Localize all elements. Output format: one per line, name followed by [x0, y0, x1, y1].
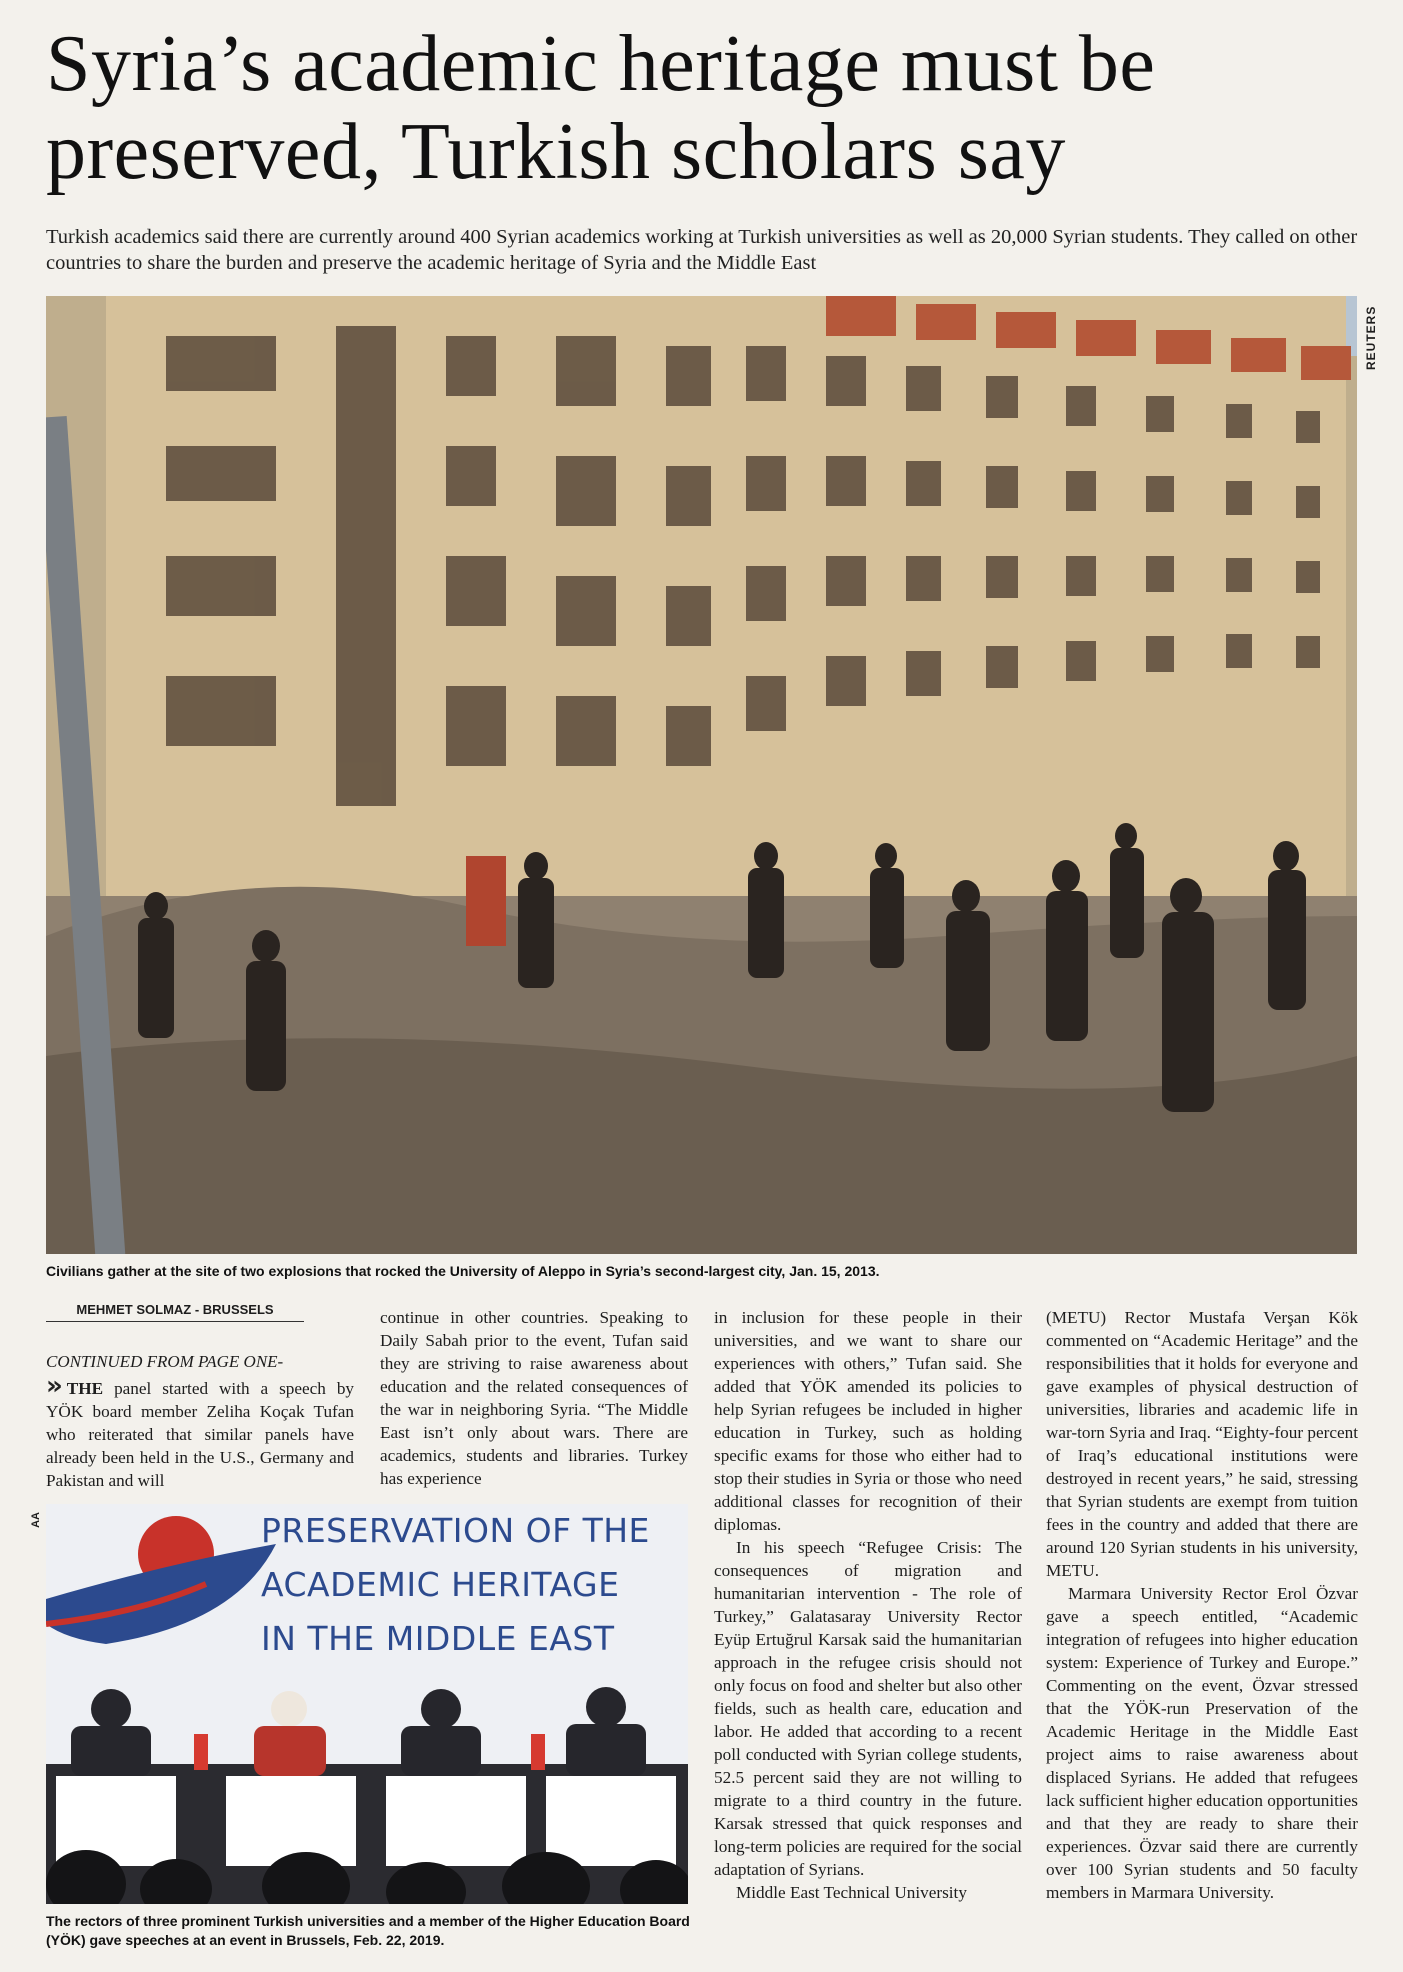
photo-credit: REUTERS [1364, 305, 1378, 370]
column-4 [1046, 1306, 1358, 1904]
double-chevron-icon: » [46, 1371, 63, 1401]
column-3-paragraph-1: in inclusion for these people in their universities, and we want to share our experiences with others,” Tufan said. She added that YÖK amended its policies to help Syrian refugees be included in higher education in Turkey, such as holding specific exams for those who either had to stop their studies in Syria or those who need additional classes for recognition of their diplomas. [714, 1308, 1022, 1534]
page-mark: AA [30, 1512, 42, 1528]
event-photo [46, 1504, 688, 1904]
deck-subheadline: Turkish academics said there are currently around 400 Syrian academics working at Turkish universities as well as 20,000 Syrian students. They called on other countries to share the burden and preserve the academic heritage of Syria and the Middle East [46, 226, 1358, 274]
event-banner [261, 1504, 681, 1666]
aleppo-building-illustration [46, 296, 1357, 1254]
column-1 [46, 1350, 354, 1492]
column-3 [714, 1306, 1022, 1904]
column-3-paragraph-2: In his speech “Refugee Crisis: The consequences of migration and humanitarian intervention - The role of Turkey,” Galatasaray University Rector Eyüp Ertuğrul Karsak said the humanitarian approach in the refugee crisis should not only focus on food and shelter but also other fields, such as health care, education and labor. He added that according to a recent poll conducted with Syrian college students, 52.5 percent said they are not willing to migrate to a third country in the future. Karsak stressed that quick responses and long-term policies are required for the social adaptation of Syrians. [714, 1538, 1022, 1879]
headline: Syria’s academic heritage must be preserved, Turkish scholars say [46, 20, 1156, 196]
event-photo-caption: The rectors of three prominent Turkish universities and a member of the Higher Education Board (YÖK) gave speeches at an event in Brussels, Feb. 22, 2019. [46, 1913, 690, 1948]
continued-kicker: CONTINUED FROM PAGE ONE- [46, 1352, 284, 1371]
event-banner-line-3: IN THE MIDDLE EAST [261, 1619, 615, 1658]
byline: MEHMET SOLMAZ - BRUSSELS [46, 1302, 304, 1322]
column-2-text: continue in other countries. Speaking to Daily Sabah prior to the event, Tufan said they are striving to raise awareness about education and the related consequences of the war in neighboring Syria. “The Middle East isn’t only about wars. There are academics, students and libraries. Turkey has experience [380, 1308, 688, 1488]
lead-word: THE [66, 1379, 104, 1398]
column-3-paragraph-3: Middle East Technical University [736, 1883, 967, 1902]
main-photo-caption: Civilians gather at the site of two explosions that rocked the University of Aleppo in Syria’s second-largest city, Jan. 15, 2013. [46, 1263, 880, 1279]
event-banner-line-2: ACADEMIC HERITAGE [261, 1565, 620, 1604]
column-4-paragraph-1: (METU) Rector Mustafa Verşan Kök commented on “Academic Heritage” and the responsibilities that it holds for everyone and gave examples of physical destruction of universities, libraries and academic life in war-torn Syria and Iraq. “Eighty-four percent of Iraq’s educational institutions were destroyed in recent years,” he said, stressing that Syrian students are exempt from tuition fees in the country and added that there are around 120 Syrian students in his university, METU. [1046, 1308, 1358, 1580]
column-4-paragraph-2: Marmara University Rector Erol Özvar gave a speech entitled, “Academic integration of refugees into higher education system: Experience of Turkey and Europe.” Commenting on the event, Özvar stressed that the YÖK-run Preservation of the Academic Heritage in the Middle East project aims to raise awareness about displaced Syrians. He added that refugees lack sufficient higher education opportunities and that they are ready to share their experiences. Özvar said there are currently over 100 Syrian students and 50 faculty members in Marmara University. [1046, 1584, 1358, 1902]
lead-paragraph [46, 1371, 355, 1492]
column-2 [380, 1306, 688, 1490]
main-photo [46, 296, 1357, 1254]
column-1-text: panel started with a speech by YÖK board member Zeliha Koçak Tufan who reiterated that similar panels have already been held in the U.S., Germany and Pakistan and will [46, 1379, 355, 1490]
event-banner-line-1: PRESERVATION OF THE [261, 1511, 650, 1550]
